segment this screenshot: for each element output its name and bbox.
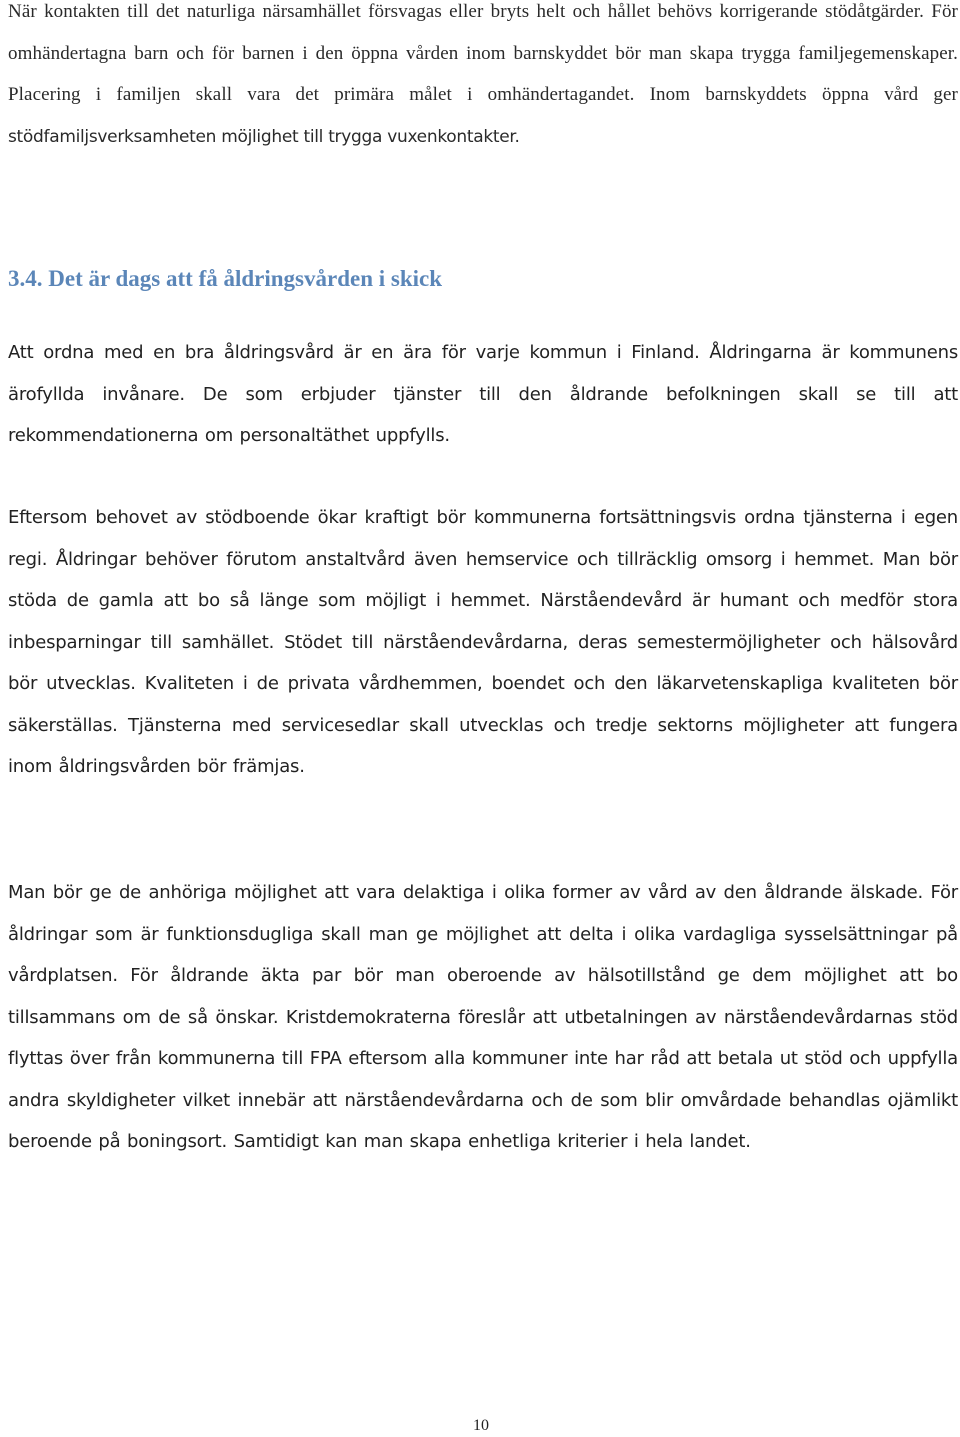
page-number: 10 <box>473 1417 489 1434</box>
intro-paragraph-text: När kontakten till det naturliga närsamhället försvagas eller bryts helt och hållet behövs korrigerande stödåtgärder. För omhändertagna barn och för barnen i den öppna vården inom barnskyddet bör man skapa trygga familjegemenskaper. Placering i familjen skall vara det primära målet i omhändertagandet. Inom barnskyddets öppna vård ger <box>8 1 958 105</box>
intro-paragraph <box>8 0 958 158</box>
intro-paragraph-tail: stödfamiljsverksamheten möjlighet till trygga vuxenkontakter. <box>8 126 520 147</box>
section-paragraph: Att ordna med en bra åldringsvård är en ära för varje kommun i Finland. Åldringarna är kommunens ärofyllda invånare. De som erbjuder tjänster till den åldrande befolkningen skall se till att rekommendationerna om personaltäthet uppfylls. <box>8 342 958 446</box>
section-heading: 3.4. Det är dags att få åldringsvården i skick <box>8 266 443 291</box>
section-paragraph: Man bör ge de anhöriga möjlighet att vara delaktiga i olika former av vård av den åldrande älskade. För åldringar som är funktionsdugliga skall man ge möjlighet att delta i olika vardagliga sysselsättningar på vårdplatsen. För åldrande äkta par bör man oberoende av hälsotillstånd ge dem möjlighet att bo tillsammans om de så önskar. Kristdemokraterna föreslår att utbetalningen av närståendevårdarnas stöd flyttas över från kommunerna till FPA eftersom alla kommuner inte har råd att betala ut stöd och uppfylla andra skyldigheter vilket innebär att närståendevårdarna och de som blir omvårdade behandlas ojämlikt beroende på boningsort. Samtidigt kan man skapa enhetliga kriterier i hela landet. <box>8 882 958 1152</box>
section-paragraph: Eftersom behovet av stödboende ökar kraftigt bör kommunerna fortsättningsvis ordna tjänsterna i egen regi. Åldringar behöver förutom anstaltvård även hemservice och tillräcklig omsorg i hemmet. Man bör stöda de gamla att bo så länge som möjligt i hemmet. Närståendevård är humant och medför stora inbesparningar till samhället. Stödet till närståendevårdarna, deras semestermöjligheter och hälsovård bör utvecklas. Kvaliteten i de privata vårdhemmen, boendet och den läkarvetenskapliga kvaliteten bör säkerställas. Tjänsterna med servicesedlar skall utvecklas och tredje sektorns möjligheter att fungera inom åldringsvården bör främjas. <box>8 507 958 777</box>
